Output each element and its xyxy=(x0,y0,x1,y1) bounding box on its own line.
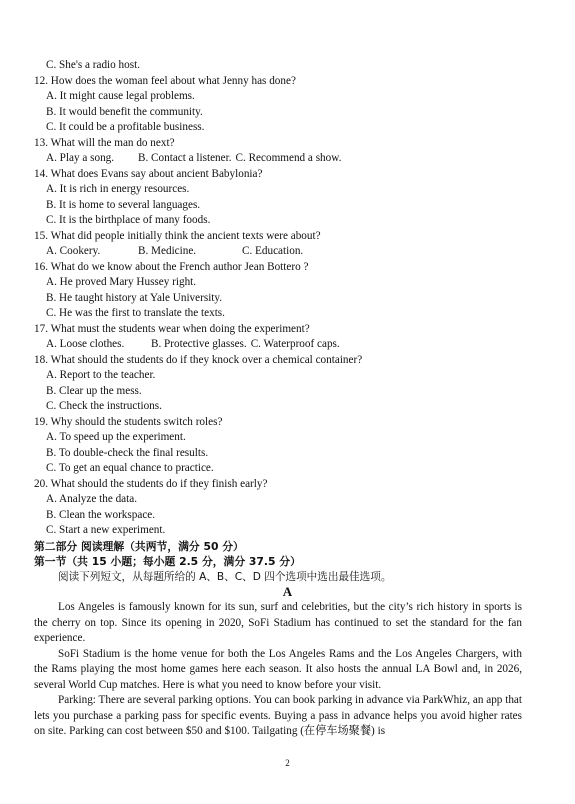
q17-option-b: B. Protective glasses. xyxy=(151,338,247,350)
question-17: 17. What must the students wear when doing the experiment? xyxy=(34,322,310,335)
q18-option-c: C. Check the instructions. xyxy=(46,400,162,412)
q17-options xyxy=(46,337,552,352)
question-16: 16. What do we know about the French author Jean Bottero ? xyxy=(34,260,309,273)
q13-option-b: B. Contact a listener. xyxy=(138,152,232,164)
question-15: 15. What did people initially think the ancient texts were about? xyxy=(34,229,321,242)
q15-option-a: A. Cookery. xyxy=(46,245,101,257)
section-heading-part2: 第二部分 阅读理解（共两节，满分 50 分） xyxy=(34,539,244,553)
q19-option-c: C. To get an equal chance to practice. xyxy=(46,462,214,474)
q19-option-b: B. To double-check the final results. xyxy=(46,446,209,459)
q16-option-c: C. He was the first to translate the texts. xyxy=(46,307,225,319)
q17-option-a: A. Loose clothes. xyxy=(46,338,125,350)
q14-option-c: C. It is the birthplace of many foods. xyxy=(46,214,211,226)
page-number: 2 xyxy=(285,758,290,768)
q15-options xyxy=(46,244,552,259)
passage-letter: A xyxy=(282,584,293,599)
q14-option-b: B. It is home to several languages. xyxy=(46,198,201,211)
question-20: 20. What should the students do if they finish early? xyxy=(34,477,268,490)
reading-instruction: 阅读下列短文，从每题所给的 A、B、C、D 四个选项中选出最佳选项。 xyxy=(58,570,392,583)
q12-option-a: A. It might cause legal problems. xyxy=(46,90,195,102)
question-13: 13. What will the man do next? xyxy=(34,136,175,149)
q12-option-b: B. It would benefit the community. xyxy=(46,105,203,118)
q15-option-b: B. Medicine. xyxy=(138,245,197,257)
question-14: 14. What does Evans say about ancient Babylonia? xyxy=(34,167,263,180)
q18-option-a: A. Report to the teacher. xyxy=(46,369,156,381)
question-12: 12. How does the woman feel about what Jenny has done? xyxy=(34,74,296,87)
q19-option-a: A. To speed up the experiment. xyxy=(46,431,186,443)
passage-paragraph-1: Los Angeles is famously known for its sun, surf and celebrities, but the city’s rich history in sports is the cherry on top. Since its opening in 2020, SoFi Stadium has continued to set the standard for the fan experience. xyxy=(34,601,522,644)
passage-paragraph-3: Parking: There are several parking options. You can book parking in advance via ParkWhiz, an app that lets you purchase a parking pass for specific events. Buying a pass in advance helps you avoid higher rates on site. Parking can cost between $50 and $100. Tailgating (在停车场聚餐) is xyxy=(34,694,522,737)
q18-option-b: B. Clear up the mess. xyxy=(46,384,142,397)
q15-option-c: C. Education. xyxy=(242,245,304,257)
q20-option-c: C. Start a new experiment. xyxy=(46,524,166,536)
q11-option-c: C. She's a radio host. xyxy=(46,59,140,71)
q14-option-a: A. It is rich in energy resources. xyxy=(46,183,190,195)
q20-option-b: B. Clean the workspace. xyxy=(46,508,156,521)
q13-options xyxy=(46,151,552,166)
q12-option-c: C. It could be a profitable business. xyxy=(46,121,205,133)
q16-option-a: A. He proved Mary Hussey right. xyxy=(46,276,197,288)
q17-option-c: C. Waterproof caps. xyxy=(250,338,340,350)
section-heading-sub1: 第一节（共 15 小题；每小题 2.5 分，满分 37.5 分） xyxy=(34,555,301,568)
passage-paragraph-2: SoFi Stadium is the home venue for both the Los Angeles Rams and the Los Angeles Chargers, with the Rams playing the most home games here each season. It also hosts the annual LA Bowl and, in 2026, several World Cup matches. Here is what you need to know before your visit. xyxy=(34,647,522,691)
question-19: 19. Why should the students switch roles? xyxy=(34,415,223,428)
q13-option-a: A. Play a song. xyxy=(46,152,115,164)
q13-option-c: C. Recommend a show. xyxy=(235,152,342,164)
q16-option-b: B. He taught history at Yale University. xyxy=(46,291,223,304)
question-18: 18. What should the students do if they knock over a chemical container? xyxy=(34,353,363,366)
q20-option-a: A. Analyze the data. xyxy=(46,493,138,505)
